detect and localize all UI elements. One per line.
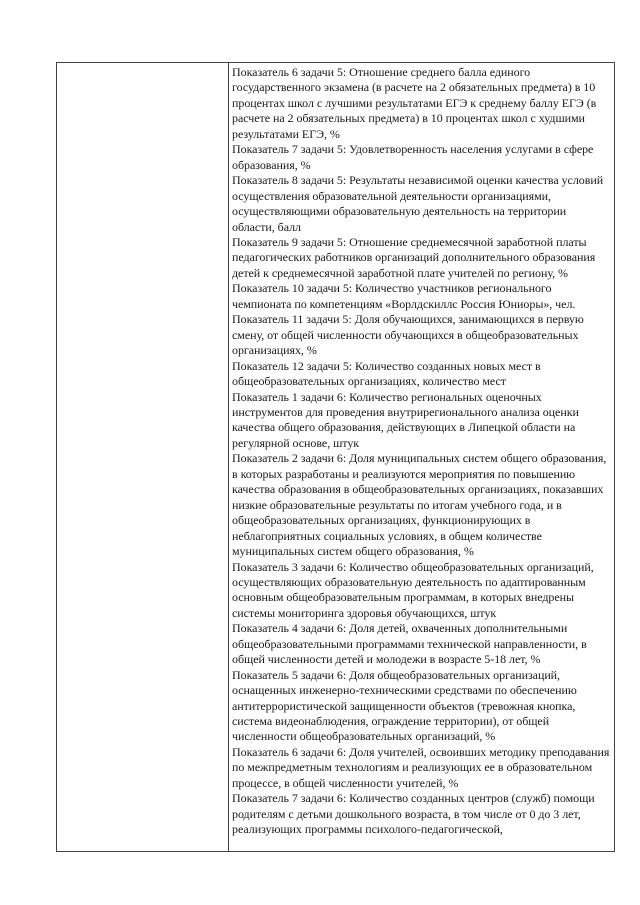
- indicator-text: Показатель 7 задачи 5: Удовлетворенность населения услугами в сфере образования, %: [232, 142, 594, 172]
- indicator-text: Показатель 6 задачи 5: Отношение среднего балла единого государственного экзамена (в расчете на 2 обязательных предмета) в 10 процентах школ с лучшими результатами ЕГЭ к среднему баллу ЕГЭ (в расчете на 2 обязательных предмета) в 10 процентах школ с худшими результатами ЕГЭ, %: [232, 65, 597, 141]
- indicator-text: Показатель 10 задачи 5: Количество участников регионального чемпионата по компетенциям «Ворлдскиллс Россия Юниоры», чел.: [232, 281, 576, 311]
- indicator-text: Показатель 2 задачи 6: Доля муниципальных систем общего образования, в которых разработаны и реализуются мероприятия по повышению качества образования в общеобразовательных организациях, показавших низкие образовательные результаты по итогам учебного года, и в общеобразовательных организациях, функционирующих в неблагоприятных социальных условиях, в общем количестве муниципальных систем общего образования, %: [232, 451, 607, 559]
- indicator-text: Показатель 7 задачи 6: Количество созданных центров (служб) помощи родителям с детьми дошкольного возраста, в том числе от 0 до 3 лет, реализующих программы психолого-педагогической,: [232, 791, 595, 837]
- indicator-text: Показатель 12 задачи 5: Количество созданных новых мест в общеобразовательных организациях, количество мест: [232, 358, 541, 389]
- indicator-text: Показатель 8 задачи 5: Результаты независимой оценки качества условий осуществления образовательной деятельности организациями, осуществляющими образовательную деятельность на территории области, балл: [232, 173, 604, 234]
- table-right-column: [229, 63, 614, 851]
- indicator-text: Показатель 4 задачи 6: Доля детей, охваченных дополнительными общеобразовательными программами технической направленности, в общей численности детей и молодежи в возрасте 5-18 лет, %: [232, 621, 587, 667]
- table-left-column: [57, 63, 229, 851]
- indicator-text: Показатель 9 задачи 5: Отношение среднемесячной заработной платы педагогических работников организаций дополнительного образования детей к среднемесячной заработной плате учителей по региону, %: [232, 234, 596, 280]
- document-table: [56, 62, 615, 852]
- indicator-text: Показатель 11 задачи 5: Доля обучающихся, занимающихся в первую смену, от общей численности обучающихся в общеобразовательных организациях, %: [232, 312, 584, 358]
- indicator-text: Показатель 6 задачи 6: Доля учителей, освоивших методику преподавания по межпредметным технологиям и реализующих ее в образовательном процессе, в общей численности учителей, %: [232, 744, 610, 790]
- indicator-text: Показатель 3 задачи 6: Количество общеобразовательных организаций, осуществляющих образовательную деятельность по адаптированным основным общеобразовательным программам, в которых внедрены системы мониторинга здоровья обучающихся, штук: [232, 559, 594, 620]
- indicator-text: Показатель 1 задачи 6: Количество региональных оценочных инструментов для проведения внутрирегионального анализа оценки качества общего образования, действующих в Липецкой области на регулярной основе, штук: [232, 389, 579, 450]
- indicator-text: Показатель 5 задачи 6: Доля общеобразовательных организаций, оснащенных инженерно-техническими средствами по обеспечению антитеррористической защищенности объектов (тревожная кнопка, система видеонаблюдения, ограждение территории), от общей численности общеобразовательных организаций, %: [232, 667, 577, 744]
